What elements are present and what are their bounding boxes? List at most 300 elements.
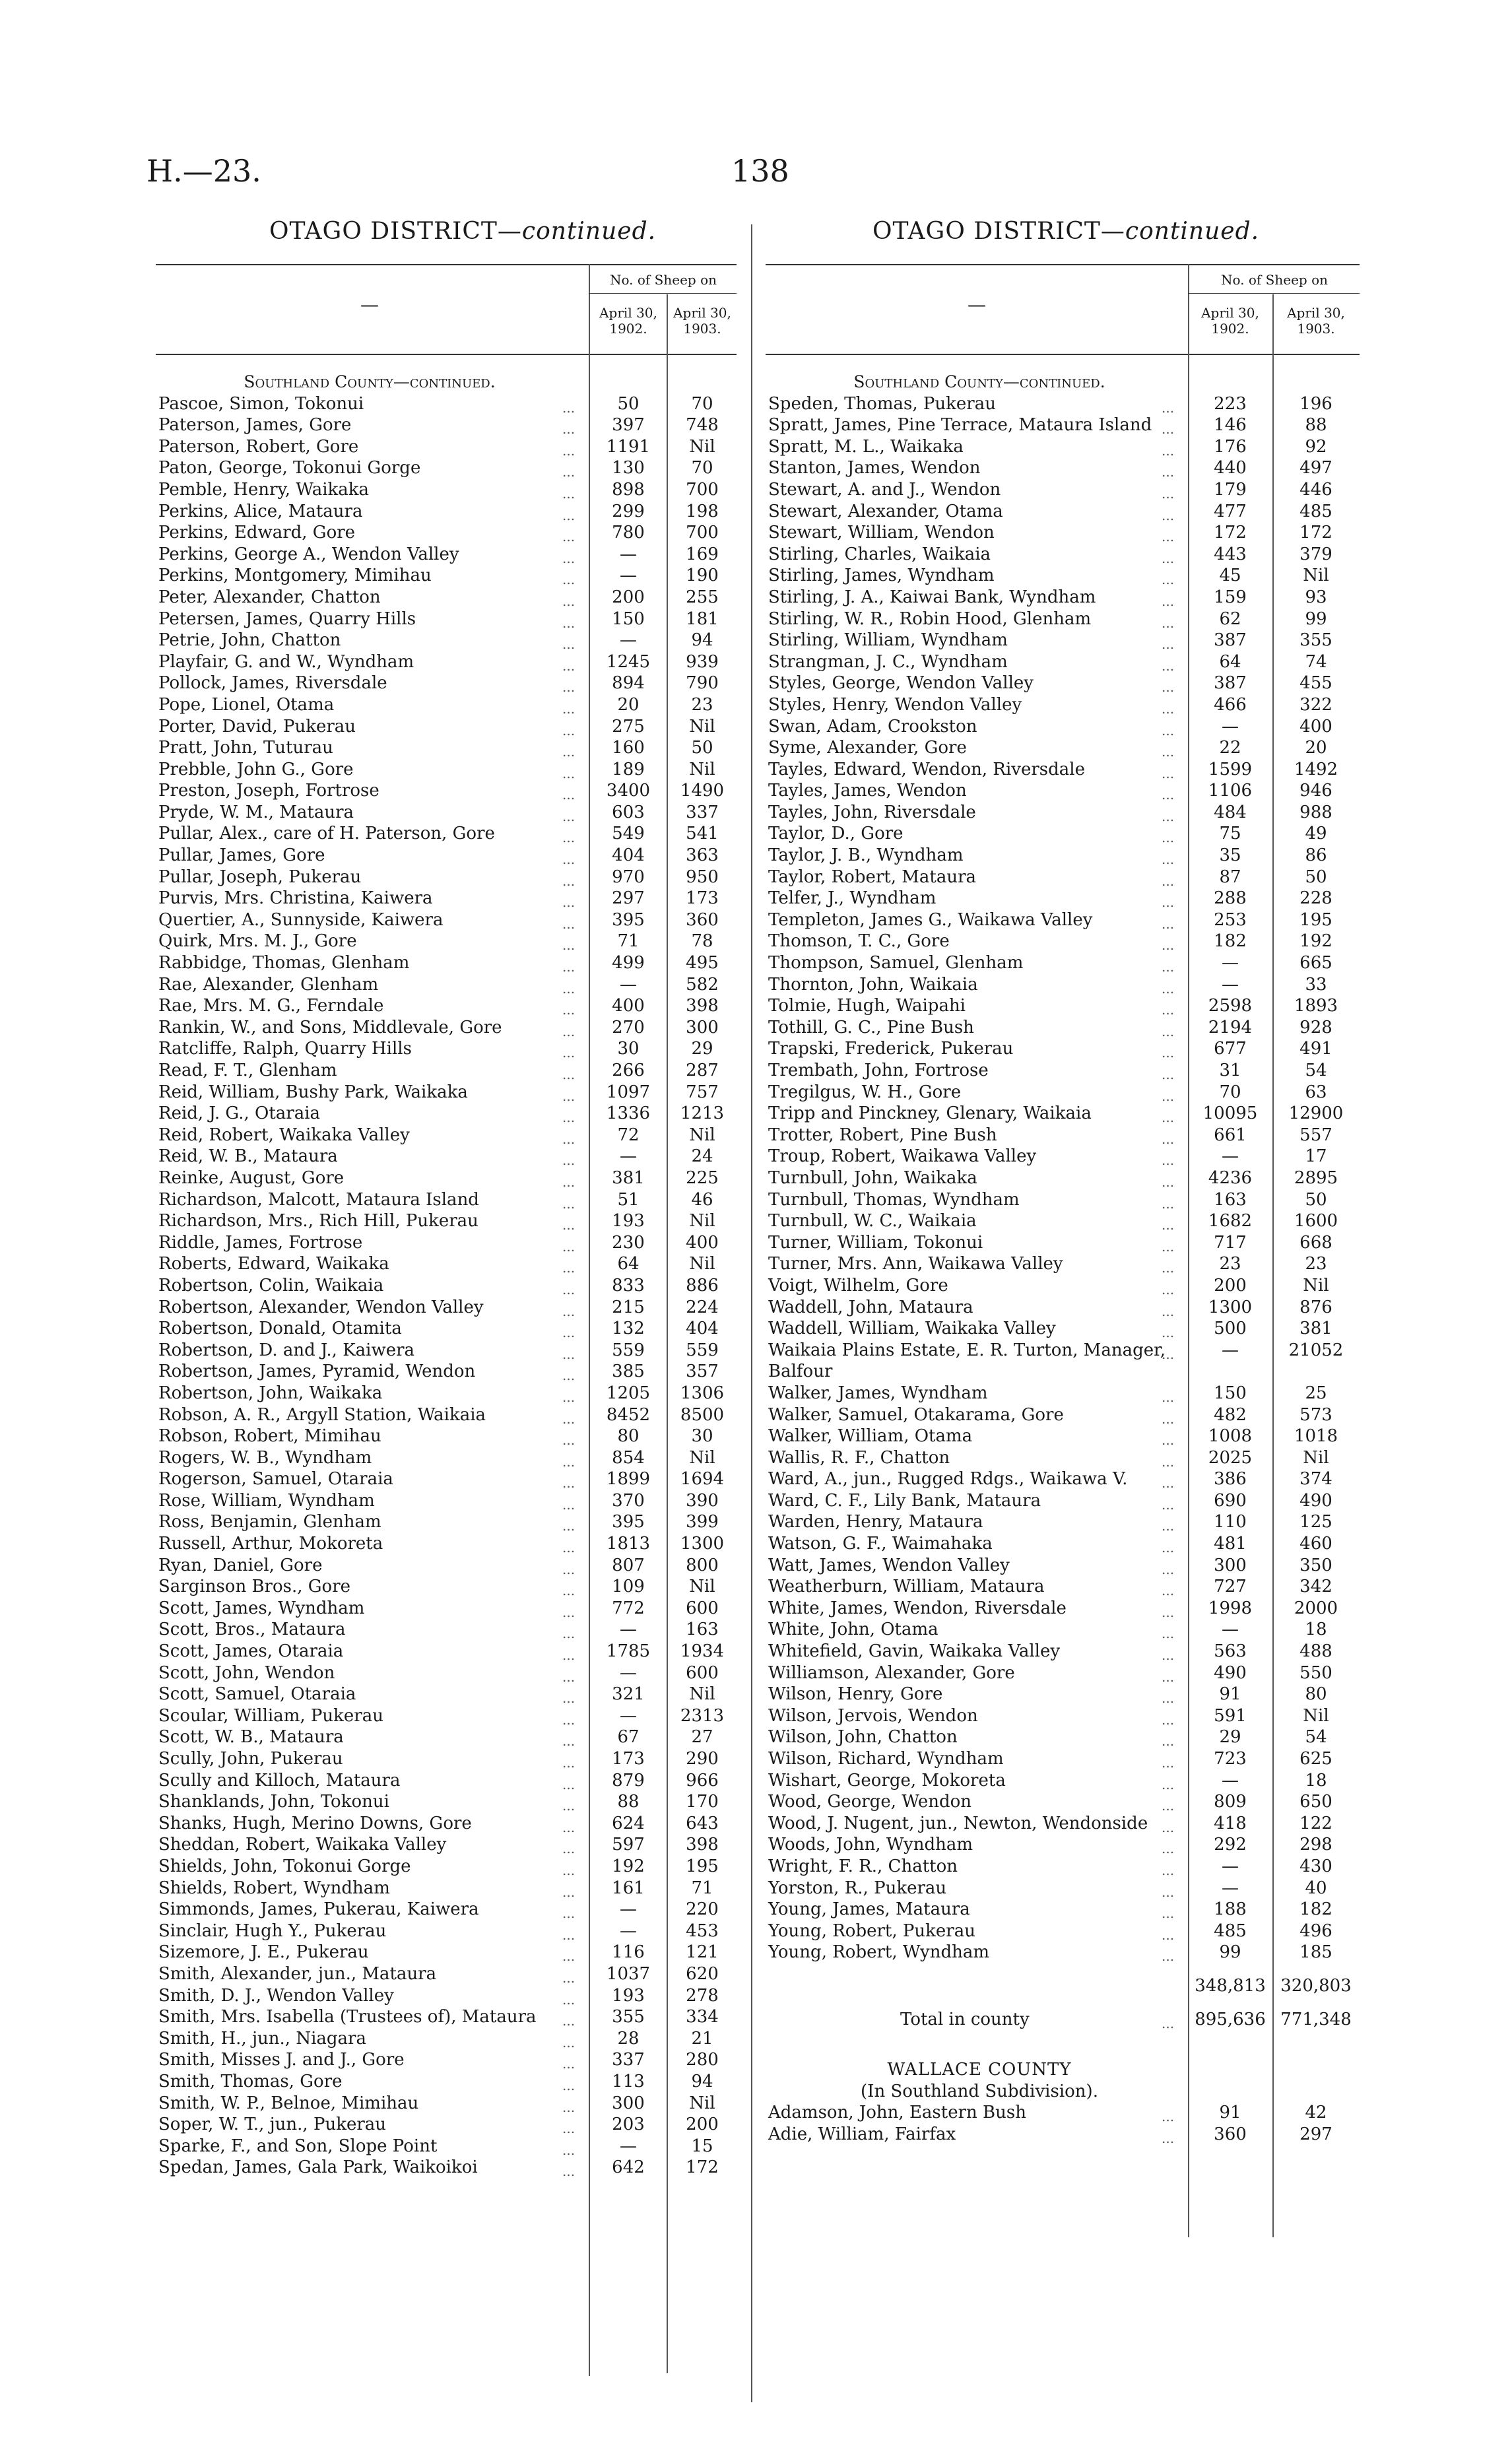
owner-name: Stewart, William, Wendon	[768, 523, 995, 543]
owner-name: Scott, James, Otaraia	[158, 1641, 344, 1662]
owner-name: Pullar, James, Gore	[158, 845, 325, 866]
sheep-1903: 559	[686, 1340, 719, 1360]
left-table-row: Shanklands, John, Tokonui ... 88 170	[158, 1791, 737, 1813]
left-table-row: Paterson, James, Gore ... 397 748	[158, 414, 737, 436]
sheep-1902: 397	[612, 415, 645, 436]
owner-name: Perkins, George A., Wendon Valley	[158, 544, 459, 564]
sheep-1903: 88	[1305, 415, 1327, 436]
owner-name: Quertier, A., Sunnyside, Kaiwera	[158, 909, 444, 930]
right-table-row: Stanton, James, Wendon ... 440 497	[768, 457, 1360, 479]
sheep-1902: 150	[1214, 1383, 1247, 1403]
sheep-1902: 300	[612, 2093, 645, 2113]
sheep-1902: —	[620, 2136, 637, 2156]
sheep-1902: 200	[1214, 1275, 1247, 1296]
sheep-1902: 193	[612, 1985, 645, 2006]
sheep-1903: 876	[1299, 1297, 1332, 1317]
owner-name: Pullar, Joseph, Pukerau	[158, 867, 362, 887]
sheep-1903: 400	[686, 1232, 719, 1253]
left-table-row: Rae, Alexander, Glenham ... — 582	[158, 974, 737, 996]
sheep-1903: 398	[686, 996, 719, 1016]
right-table-row: Stewart, Alexander, Otama ... 477 485	[768, 501, 1360, 523]
sheep-1902: 23	[1219, 1254, 1241, 1274]
left-table-row: Porter, David, Pukerau ... 275 Nil	[158, 716, 737, 738]
owner-name: Telfer, J., Wyndham	[768, 888, 937, 909]
left-table-row: Quertier, A., Sunnyside, Kaiwera ... 395 360	[158, 909, 737, 931]
sheep-1903: 27	[691, 1727, 713, 1748]
sheep-1902: 385	[612, 1362, 645, 1382]
sheep-1903: 1893	[1294, 996, 1338, 1016]
sheep-1902: —	[620, 1620, 637, 1640]
sheep-1902: 2598	[1208, 996, 1253, 1016]
left-table-row: Scott, W. B., Mataura ... 67 27	[158, 1726, 737, 1748]
sheep-1902: 22	[1219, 738, 1241, 758]
owner-name: Reid, William, Bushy Park, Waikaka	[158, 1082, 468, 1102]
right-table-row: Stirling, J. A., Kaiwai Bank, Wyndham ... 159 93	[768, 587, 1360, 608]
sheep-1903: 228	[1299, 888, 1332, 909]
right-table-row: Young, Robert, Wyndham ... 99 185	[768, 1942, 1360, 1963]
right-table-row: Wood, J. Nugent, jun., Newton, Wendonside ... 418 122	[768, 1813, 1360, 1835]
sheep-1903: 80	[1305, 1684, 1327, 1705]
left-table-row: Shanks, Hugh, Merino Downs, Gore ... 624 643	[158, 1813, 737, 1835]
sheep-1903: 30	[691, 1426, 713, 1447]
left-table-row: Sinclair, Hugh Y., Pukerau ... — 453	[158, 1921, 737, 1942]
sheep-1902: 1300	[1208, 1297, 1253, 1317]
owner-name: Reid, J. G., Otaraia	[158, 1103, 321, 1124]
right-table-row: Walker, Samuel, Otakarama, Gore ... 482 573	[768, 1404, 1360, 1426]
sheep-1902: 4236	[1208, 1167, 1253, 1188]
sheep-1902: 1599	[1208, 759, 1253, 779]
owner-name: Playfair, G. and W., Wyndham	[158, 651, 414, 672]
sheep-1903: 374	[1299, 1469, 1332, 1490]
sheep-1902: 894	[612, 673, 645, 694]
sheep-1902: 395	[612, 909, 645, 930]
owner-name: Stewart, Alexander, Otama	[768, 501, 1003, 521]
owner-name: Rabbidge, Thomas, Glenham	[158, 953, 410, 973]
sheep-1902: 898	[612, 479, 645, 500]
owner-name: Waddell, John, Mataura	[768, 1297, 973, 1317]
sheep-1902: 1008	[1208, 1426, 1253, 1447]
sheep-1903: 196	[1299, 393, 1332, 414]
right-table-row: Wilson, Jervois, Wendon ... 591 Nil	[768, 1705, 1360, 1727]
sheep-1903: Nil	[689, 1684, 715, 1705]
left-table-row: Smith, Mrs. Isabella (Trustees of), Mataura ... 355 334	[158, 2006, 737, 2028]
sheep-1902: —	[620, 566, 637, 586]
sheep-1902: 387	[1214, 630, 1247, 651]
sheep-1903: 1694	[680, 1469, 725, 1490]
sheep-1903: 495	[686, 953, 719, 973]
sheep-1902: 2025	[1208, 1447, 1253, 1468]
left-table-row: Shields, Robert, Wyndham ... 161 71	[158, 1878, 737, 1899]
right-table-row: Weatherburn, William, Mataura ... 727 342	[768, 1576, 1360, 1598]
left-table-row: Scoular, William, Pukerau ... — 2313	[158, 1705, 737, 1727]
sheep-1902: 31	[1219, 1061, 1241, 1080]
wallace-county-title: WALLACE COUNTY	[887, 2060, 1072, 2080]
owner-name: Pryde, W. M., Mataura	[158, 802, 354, 822]
left-table-row: Reid, J. G., Otaraia ... 1336 1213	[158, 1103, 737, 1125]
sheep-1902: 10095	[1202, 1103, 1258, 1124]
sheep-1902: 603	[612, 802, 645, 822]
owner-name: Stewart, A. and J., Wendon	[768, 479, 1001, 500]
sheep-1903: Nil	[689, 1447, 715, 1468]
owner-name: Robertson, D. and J., Kaiwera	[158, 1340, 415, 1360]
sheep-1903: 182	[1299, 1899, 1332, 1920]
sheep-1903: 748	[686, 415, 719, 436]
right-table-row: Turnbull, Thomas, Wyndham ... 163 50	[768, 1189, 1360, 1211]
owner-name: Syme, Alexander, Gore	[768, 738, 967, 758]
sheep-1903: 192	[1299, 931, 1332, 952]
sheep-1903: 771,348	[1280, 2009, 1352, 2029]
owner-name: Wilson, John, Chatton	[768, 1727, 958, 1748]
sheep-1902: 110	[1214, 1512, 1247, 1532]
right-table-row: Turnbull, W. C., Waikaia ... 1682 1600	[768, 1210, 1360, 1232]
sheep-1902: 71	[617, 931, 640, 952]
sheep-1902: 387	[1214, 673, 1247, 694]
sheep-1903: 8500	[680, 1404, 725, 1425]
owner-name: Smith, D. J., Wendon Valley	[158, 1985, 394, 2006]
sheep-1903: Nil	[689, 716, 715, 737]
sheep-1903: 404	[686, 1319, 719, 1339]
owner-name: Scott, Samuel, Otaraia	[158, 1684, 356, 1705]
sheep-1903: 297	[1299, 2124, 1332, 2144]
left-table-row: Preston, Joseph, Fortrose ... 3400 1490	[158, 780, 737, 802]
sheep-1903: 460	[1299, 1534, 1332, 1554]
owner-name: Prebble, John G., Gore	[158, 759, 354, 779]
sheep-1903: 790	[686, 673, 719, 694]
owner-name: Wilson, Jervois, Wendon	[768, 1705, 978, 1726]
left-table-row: Scott, Samuel, Otaraia ... 321 Nil	[158, 1684, 737, 1705]
sheep-1903: 54	[1305, 1727, 1327, 1748]
right-table-row: Tayles, Edward, Wendon, Riversdale ... 1599 1492	[768, 759, 1360, 781]
sheep-1903: 379	[1299, 544, 1332, 564]
owner-name: Turner, Mrs. Ann, Waikawa Valley	[768, 1254, 1063, 1274]
owner-name: Smith, W. P., Belnoe, Mimihau	[158, 2093, 419, 2113]
sheep-1902: 64	[1219, 651, 1241, 672]
sheep-1903: 497	[1299, 458, 1332, 478]
sheep-1902: 182	[1214, 931, 1247, 952]
right-table-row: Voigt, Wilhelm, Gore ... 200 Nil	[768, 1275, 1360, 1297]
sheep-1902: 88	[617, 1792, 640, 1812]
sheep-1903: 886	[686, 1275, 719, 1296]
total-row: Total in county ... 895,636 771,348	[768, 2009, 1360, 2031]
left-table-row: Pryde, W. M., Mataura ... 603 337	[158, 802, 737, 824]
owner-name: Tothill, G. C., Pine Bush	[768, 1017, 974, 1037]
right-table-row: Trapski, Frederick, Pukerau ... 677 491	[768, 1038, 1360, 1060]
sheep-1902: 440	[1214, 458, 1247, 478]
sheep-1902: 176	[1214, 436, 1247, 457]
right-table-row: Templeton, James G., Waikawa Valley ... 253 195	[768, 909, 1360, 931]
sheep-1902: 559	[612, 1340, 645, 1360]
sheep-1902: 266	[612, 1061, 645, 1080]
left-table-row: Robson, A. R., Argyll Station, Waikaia ... 8452 8500	[158, 1404, 737, 1426]
sheep-1902: 113	[612, 2071, 645, 2091]
owner-name: Young, James, Mataura	[768, 1899, 970, 1920]
sheep-1902: 30	[617, 1039, 640, 1059]
sheep-1902: 563	[1214, 1641, 1247, 1662]
left-table-row: Reid, W. B., Mataura ... — 24	[158, 1146, 737, 1167]
left-table-row: Scott, Bros., Mataura ... — 163	[158, 1619, 737, 1641]
sheep-1902: 109	[612, 1577, 645, 1597]
owner-name: Rankin, W., and Sons, Middlevale, Gore	[158, 1017, 502, 1037]
owner-name: Turnbull, Thomas, Wyndham	[768, 1189, 1020, 1210]
sheep-1903: 195	[1299, 909, 1332, 930]
sheep-1903: 446	[1299, 479, 1332, 500]
owner-name: Speden, Thomas, Pukerau	[768, 393, 996, 414]
sheep-1902: 28	[617, 2028, 640, 2049]
sheep-1903: 946	[1299, 781, 1332, 801]
left-table-row: Riddle, James, Fortrose ... 230 400	[158, 1232, 737, 1254]
sheep-1903: 2000	[1294, 1598, 1338, 1618]
left-table-row: Robertson, John, Waikaka ... 1205 1306	[158, 1383, 737, 1404]
sheep-1902: —	[1222, 1146, 1239, 1167]
owner-name: Paton, George, Tokonui Gorge	[158, 458, 421, 478]
owner-name: Stirling, Charles, Waikaia	[768, 544, 991, 564]
sheep-1902: 466	[1214, 694, 1247, 715]
sheep-1902: —	[1222, 716, 1239, 737]
owner-name: Styles, George, Wendon Valley	[768, 673, 1034, 694]
owner-name: Warden, Henry, Mataura	[768, 1512, 983, 1532]
owner-name: Taylor, D., Gore	[768, 824, 904, 844]
sheep-1902: 490	[1214, 1662, 1247, 1683]
right-table-row: Wilson, Richard, Wyndham ... 723 625	[768, 1748, 1360, 1770]
owner-name: Scott, John, Wendon	[158, 1662, 335, 1683]
right-column-title: OTAGO DISTRICT—continued.	[872, 218, 1260, 245]
owner-name: Pullar, Alex., care of H. Paterson, Gore	[158, 824, 495, 844]
sheep-1902: 723	[1214, 1749, 1247, 1769]
sheep-1903: 86	[1305, 845, 1327, 866]
sheep-1903: 582	[686, 974, 719, 995]
sheep-1903: 643	[686, 1813, 719, 1833]
sheep-1903: 600	[686, 1662, 719, 1683]
sheep-1902: —	[1222, 974, 1239, 995]
sheep-1902: —	[620, 630, 637, 651]
left-table-row: Smith, Alexander, jun., Mataura ... 1037 620	[158, 1963, 737, 1985]
owner-name: Troup, Robert, Waikawa Valley	[768, 1146, 1037, 1167]
left-table-row: Robson, Robert, Mimihau ... 80 30	[158, 1426, 737, 1447]
sheep-1903: 485	[1299, 501, 1332, 521]
owner-name: Tolmie, Hugh, Waipahi	[768, 996, 966, 1016]
owner-name: Reid, W. B., Mataura	[158, 1146, 338, 1167]
sheep-1903: 650	[1299, 1792, 1332, 1812]
owner-name: Rogerson, Samuel, Otaraia	[158, 1469, 393, 1490]
sheep-1903: 12900	[1288, 1103, 1344, 1124]
left-table-row: Perkins, George A., Wendon Valley ... — 169	[158, 544, 737, 566]
owner-name: Quirk, Mrs. M. J., Gore	[158, 931, 357, 952]
sheep-1902: 179	[1214, 479, 1247, 500]
sheep-1902: 661	[1214, 1125, 1247, 1145]
left-table-row: Petrie, John, Chatton ... — 94	[158, 630, 737, 651]
sheep-1902: 230	[612, 1232, 645, 1253]
owner-name: Trembath, John, Fortrose	[768, 1061, 989, 1080]
sheep-1903: 557	[1299, 1125, 1332, 1145]
sheep-1902: 160	[612, 738, 645, 758]
right-table-row: Wallis, R. F., Chatton ... 2025 Nil	[768, 1447, 1360, 1469]
sheep-1902: 189	[612, 759, 645, 779]
sheep-1903: 15	[691, 2136, 713, 2156]
left-table-row: Scott, James, Otaraia ... 1785 1934	[158, 1641, 737, 1662]
left-table-row: Robertson, Alexander, Wendon Valley ... 215 224	[158, 1297, 737, 1319]
sheep-1903: 200	[686, 2115, 719, 2135]
owner-name: Adie, William, Fairfax	[768, 2124, 956, 2144]
right-table-row: Wood, George, Wendon ... 809 650	[768, 1791, 1360, 1813]
owner-name: Rae, Mrs. M. G., Ferndale	[158, 996, 384, 1016]
owner-name: Wishart, George, Mokoreta	[768, 1770, 1006, 1790]
sheep-1903: 430	[1299, 1856, 1332, 1876]
owner-name: Sinclair, Hugh Y., Pukerau	[158, 1921, 387, 1941]
right-table-row: Tayles, John, Riversdale ... 484 988	[768, 802, 1360, 824]
sheep-1903: 50	[1305, 1189, 1327, 1210]
owner-name: Wilson, Richard, Wyndham	[768, 1749, 1004, 1769]
sheep-1903: 1492	[1294, 759, 1338, 779]
right-table-row: Stirling, W. R., Robin Hood, Glenham ... 62 99	[768, 608, 1360, 630]
sheep-1903: 1306	[680, 1383, 725, 1403]
left-table-row: Spedan, James, Gala Park, Waikoikoi ... 642 172	[158, 2157, 737, 2179]
right-col-1903: April 30, 1903.	[1287, 305, 1345, 337]
sheep-1903: 74	[1305, 651, 1327, 672]
sheep-1903: 18	[1305, 1770, 1327, 1790]
sheep-1903: 491	[1299, 1039, 1332, 1059]
sheep-1903: 46	[691, 1189, 713, 1210]
sheep-1902: 404	[612, 845, 645, 866]
left-table-row: Sheddan, Robert, Waikaka Valley ... 597 398	[158, 1834, 737, 1856]
owner-name: Taylor, J. B., Wyndham	[768, 845, 964, 866]
sheep-1903: 70	[691, 458, 713, 478]
owner-name: Robson, Robert, Mimihau	[158, 1426, 381, 1447]
sheep-1903: 757	[686, 1082, 719, 1102]
owner-name: Perkins, Edward, Gore	[158, 523, 356, 543]
right-table-row: Wilson, John, Chatton ... 29 54	[768, 1726, 1360, 1748]
left-table-row: Robertson, Donald, Otamita ... 132 404	[158, 1318, 737, 1340]
left-table-row: Quirk, Mrs. M. J., Gore ... 71 78	[158, 931, 737, 952]
left-table-row: Pratt, John, Tuturau ... 160 50	[158, 737, 737, 759]
owner-name: Ward, A., jun., Rugged Rdgs., Waikawa V.	[768, 1469, 1128, 1490]
wallace-table-row: Adie, William, Fairfax ... 360 297	[768, 2124, 1360, 2146]
owner-name: Sheddan, Robert, Waikaka Valley	[158, 1835, 447, 1855]
sheep-1903: 99	[1305, 608, 1327, 629]
owner-name: Stirling, W. R., Robin Hood, Glenham	[768, 608, 1092, 629]
sheep-1902: 597	[612, 1835, 645, 1855]
owner-name: Trapski, Frederick, Pukerau	[768, 1039, 1014, 1059]
sheep-1902: 75	[1219, 824, 1241, 844]
sheep-1902: 173	[612, 1749, 645, 1769]
sheep-1903: 20	[1305, 738, 1327, 758]
owner-name: Scully and Killoch, Mataura	[158, 1770, 401, 1790]
sheep-1902: —	[1222, 1856, 1239, 1876]
owner-name: Rae, Alexander, Glenham	[158, 974, 379, 995]
owner-name: Templeton, James G., Waikawa Valley	[768, 909, 1093, 930]
sheep-1903: 1934	[680, 1641, 725, 1662]
sheep-1902: —	[620, 1146, 637, 1167]
owner-name: Stirling, William, Wyndham	[768, 630, 1008, 651]
owner-name: Turnbull, W. C., Waikaia	[768, 1211, 977, 1232]
left-table-row: Ratcliffe, Ralph, Quarry Hills ... 30 29	[158, 1038, 737, 1060]
sheep-1902: 879	[612, 1770, 645, 1790]
left-table-body	[158, 372, 737, 2179]
sheep-1902: 418	[1214, 1813, 1247, 1833]
sheep-1903: 23	[691, 694, 713, 715]
sheep-1903: 399	[686, 1512, 719, 1532]
sheep-1903: 71	[691, 1878, 713, 1898]
right-table-row: Taylor, Robert, Mataura ... 87 50	[768, 867, 1360, 888]
right-table-row: Syme, Alexander, Gore ... 22 20	[768, 737, 1360, 759]
owner-name: Young, Robert, Wyndham	[768, 1942, 990, 1963]
left-table-row: Sizemore, J. E., Pukerau ... 116 121	[158, 1942, 737, 1963]
sheep-1902: 270	[612, 1017, 645, 1037]
owner-name: Reinke, August, Gore	[158, 1167, 345, 1188]
owner-name: Waikaia Plains Estate, E. R. Turton, Manager,	[768, 1340, 1166, 1360]
sheep-1903: 173	[686, 888, 719, 909]
right-table-row: Taylor, D., Gore ... 75 49	[768, 823, 1360, 845]
sheep-1903: 121	[686, 1942, 719, 1963]
owner-name: Weatherburn, William, Mataura	[768, 1577, 1045, 1597]
right-table-row: Trotter, Robert, Pine Bush ... 661 557	[768, 1125, 1360, 1146]
sheep-1903: 49	[1305, 824, 1327, 844]
sheep-1903: 93	[1305, 587, 1327, 607]
sheep-1903: 122	[1299, 1813, 1332, 1833]
owner-name: Pemble, Henry, Waikaka	[158, 479, 370, 500]
sheep-1902: 62	[1219, 608, 1241, 629]
right-table-row: Spratt, James, Pine Terrace, Mataura Island ... 146 88	[768, 414, 1360, 436]
sheep-1903: 573	[1299, 1404, 1332, 1425]
right-table-row: Walker, James, Wyndham ... 150 25	[768, 1383, 1360, 1404]
sheep-1903: 29	[691, 1039, 713, 1059]
sheep-1902: 642	[612, 2157, 645, 2178]
sheep-1902: 188	[1214, 1899, 1247, 1920]
sheep-1902: 29	[1219, 1727, 1241, 1748]
owner-name: Shields, Robert, Wyndham	[158, 1878, 390, 1898]
right-table-row: Tothill, G. C., Pine Bush ... 2194 928	[768, 1017, 1360, 1039]
owner-name: Simmonds, James, Pukerau, Kaiwera	[158, 1899, 479, 1920]
right-table-row: Stirling, William, Wyndham ... 387 355	[768, 630, 1360, 651]
sheep-1902: 292	[1214, 1835, 1247, 1855]
sheep-1902: 130	[612, 458, 645, 478]
right-table-row: Warden, Henry, Mataura ... 110 125	[768, 1511, 1360, 1533]
right-table-row: Waikaia Plains Estate, E. R. Turton, Manager, ... — 21052	[768, 1340, 1360, 1362]
sheep-1902: 482	[1214, 1404, 1247, 1425]
owner-name: Stirling, James, Wyndham	[768, 566, 995, 586]
owner-name: Watson, G. F., Waimahaka	[768, 1534, 993, 1554]
right-table-row: Ward, C. F., Lily Bank, Mataura ... 690 490	[768, 1490, 1360, 1512]
sheep-1902: 163	[1214, 1189, 1247, 1210]
left-table-row: Ryan, Daniel, Gore ... 807 800	[158, 1555, 737, 1577]
sheep-1903: 398	[686, 1835, 719, 1855]
sheep-1903: 1490	[680, 781, 725, 801]
owner-name: Ward, C. F., Lily Bank, Mataura	[768, 1490, 1041, 1511]
owner-name: Robertson, John, Waikaka	[158, 1383, 383, 1403]
sheep-1903: 195	[686, 1856, 719, 1876]
right-table-row: Wilson, Henry, Gore ... 91 80	[768, 1684, 1360, 1705]
owner-name: Roberts, Edward, Waikaka	[158, 1254, 389, 1274]
right-name-header: —	[968, 294, 986, 315]
sheep-1902: 499	[612, 953, 645, 973]
owner-name: Sizemore, J. E., Pukerau	[158, 1942, 369, 1963]
sheep-1902: 1785	[606, 1641, 651, 1662]
owner-name: Perkins, Alice, Mataura	[158, 501, 363, 521]
sheep-1903: 988	[1299, 802, 1332, 822]
sheep-1902: 400	[612, 996, 645, 1016]
sheep-1903: 40	[1305, 1878, 1327, 1898]
sheep-1903: 455	[1299, 673, 1332, 694]
sheep-1903: 322	[1299, 694, 1332, 715]
sheep-1902: 1899	[606, 1469, 651, 1490]
right-section-title: Southland County—continued.	[853, 372, 1105, 391]
right-table-row: Wishart, George, Mokoreta ... — 18	[768, 1770, 1360, 1792]
left-table-row: Reid, Robert, Waikaka Valley ... 72 Nil	[158, 1125, 737, 1146]
left-sheep-header: No. of Sheep on	[609, 272, 717, 288]
sheep-1903: 18	[1305, 1620, 1327, 1640]
sheep-1903: 800	[686, 1555, 719, 1575]
sheep-1902: —	[1222, 953, 1239, 973]
sheep-1903: 42	[1305, 2103, 1327, 2123]
